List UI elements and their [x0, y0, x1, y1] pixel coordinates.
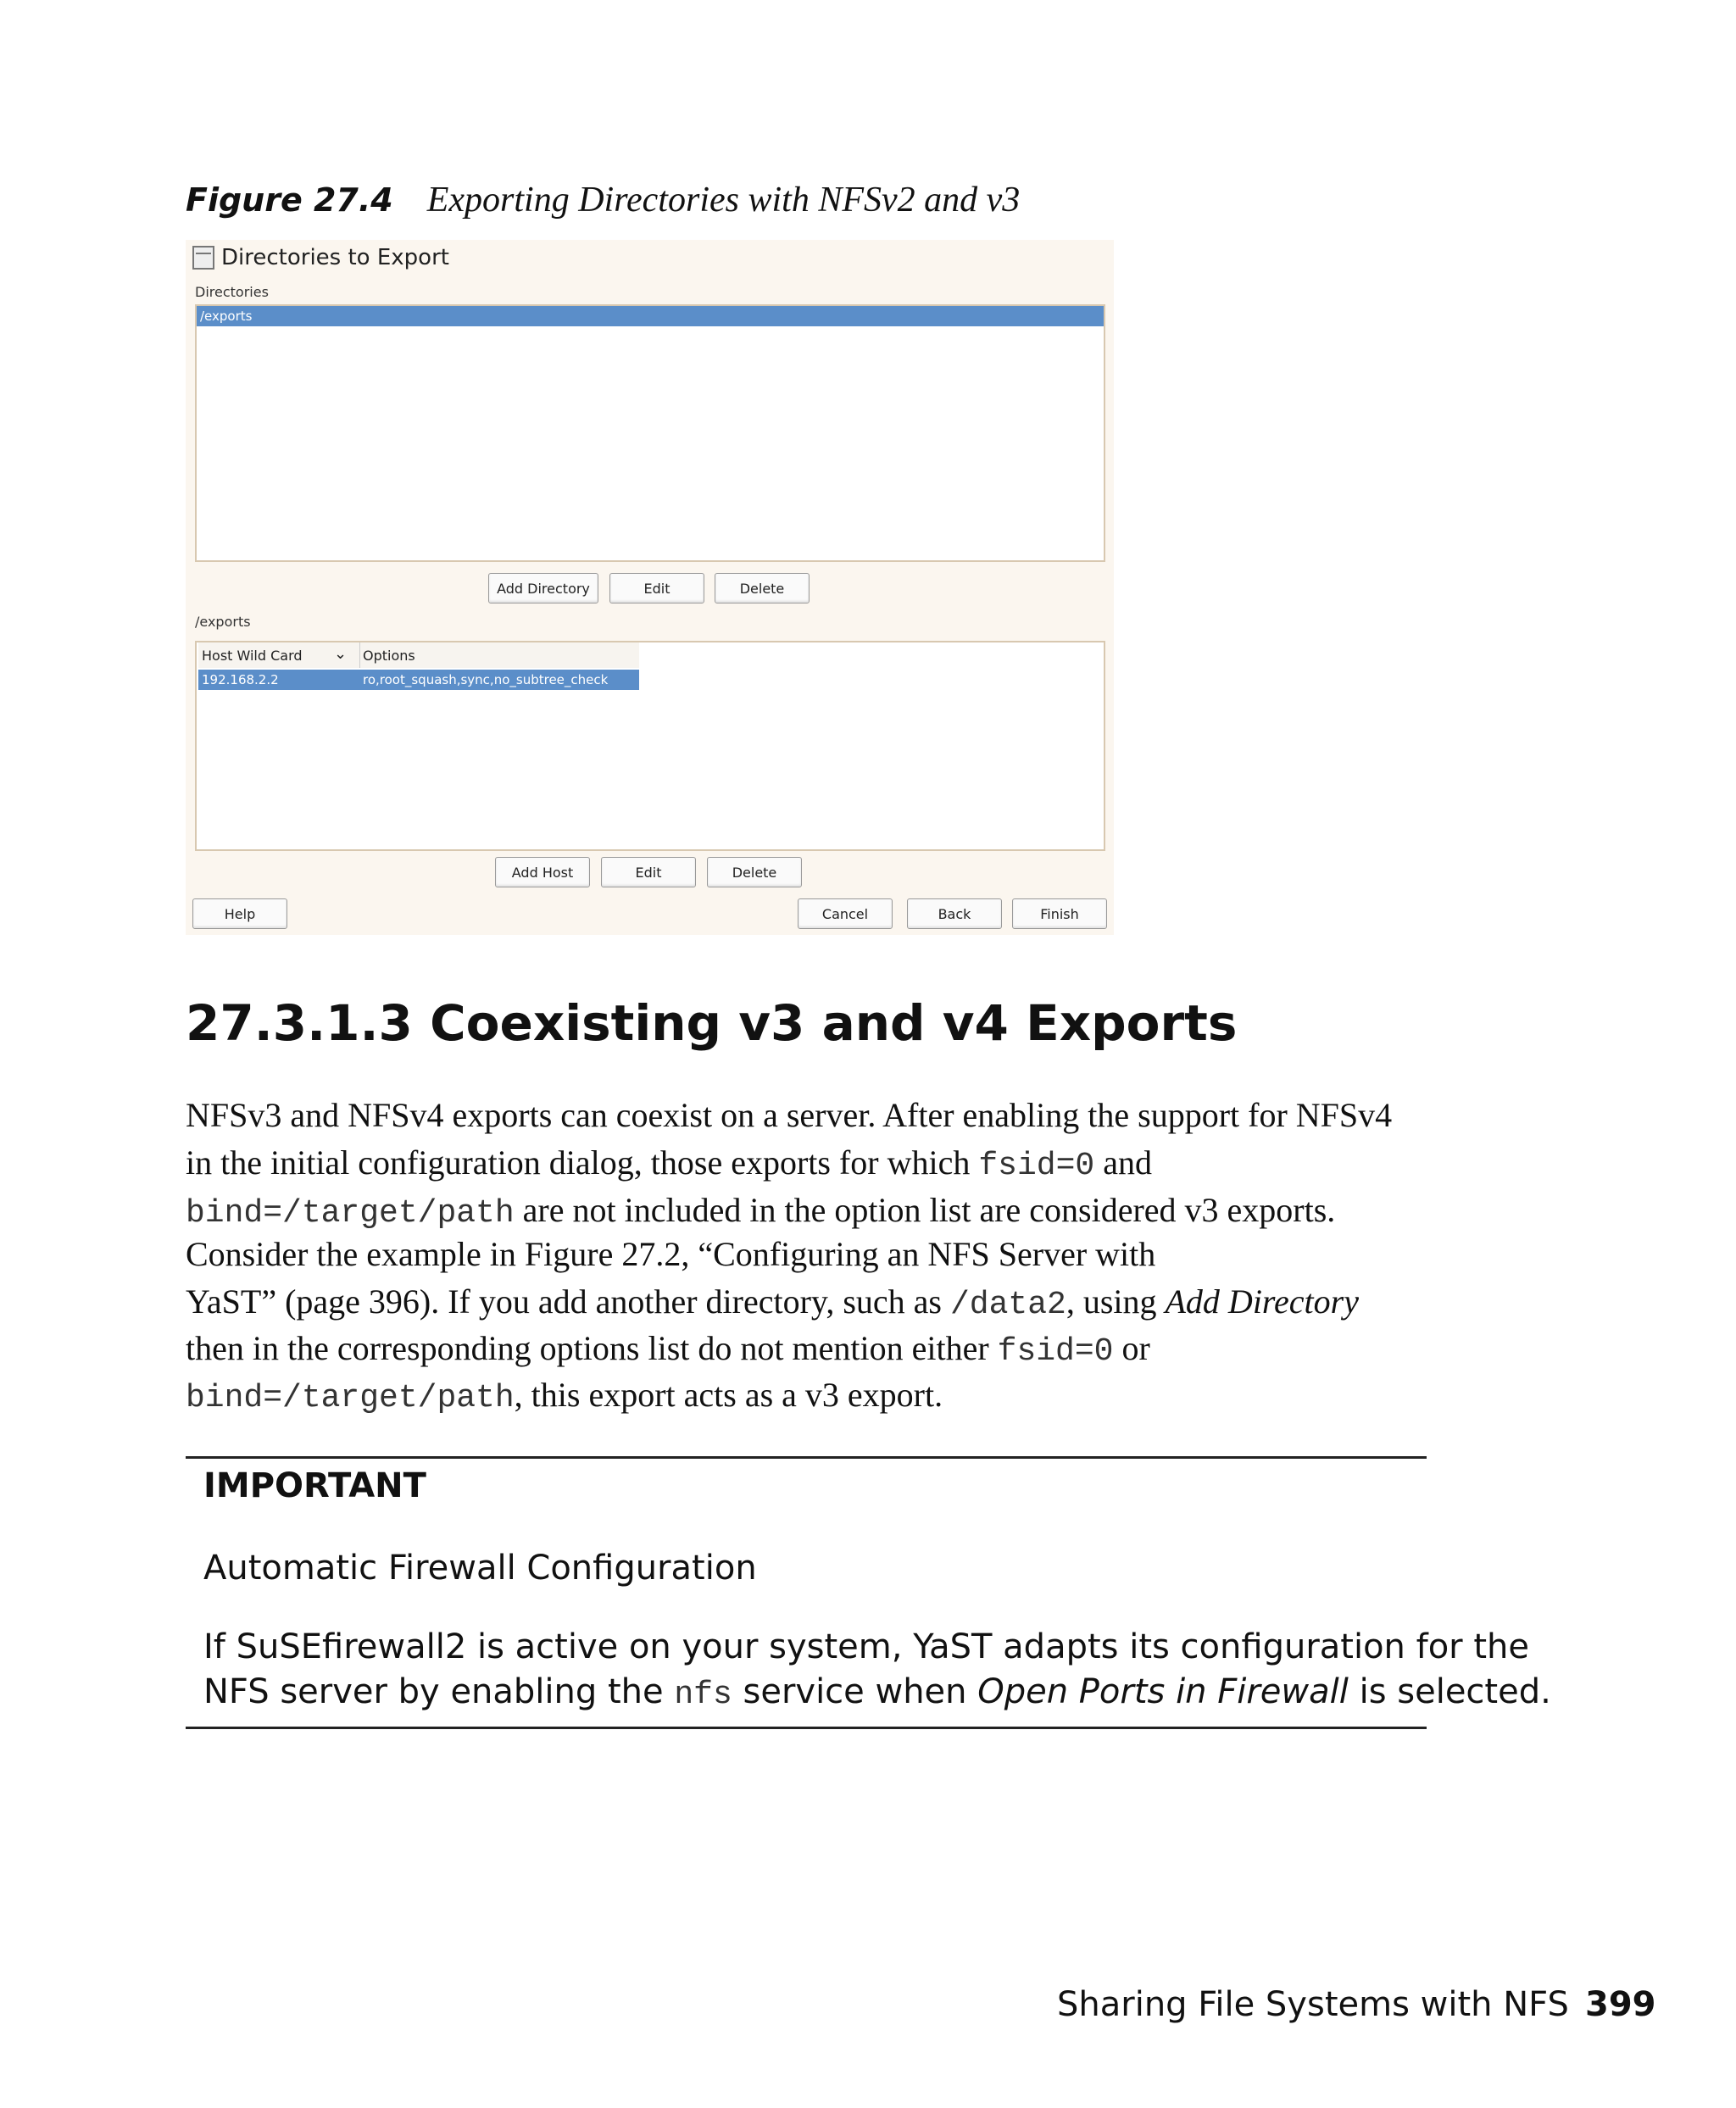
- options-cell: ro,root_squash,sync,no_subtree_check: [363, 672, 609, 687]
- paragraph-line: [186, 1328, 1432, 1370]
- back-button[interactable]: Back: [907, 898, 1002, 929]
- add-directory-button[interactable]: Add Directory: [488, 573, 598, 603]
- edit-host-button[interactable]: Edit: [601, 857, 696, 887]
- figure-title: Exporting Directories with NFSv2 and v3: [426, 181, 1021, 220]
- table-header: [198, 642, 639, 668]
- paragraph-line: [186, 1143, 1432, 1184]
- delete-directory-button[interactable]: Delete: [715, 573, 810, 603]
- text: YaST” (page 396). If you add another directory, such as: [186, 1282, 950, 1321]
- important-heading: IMPORTANT: [203, 1466, 426, 1505]
- important-line: [203, 1672, 1551, 1713]
- code: fsid=0: [997, 1333, 1114, 1370]
- text: or: [1113, 1329, 1150, 1367]
- footer-title: Sharing File Systems with NFS: [1057, 1985, 1569, 2024]
- paragraph-line: NFSv3 and NFSv4 exports can coexist on a server. After enabling the support for NFSv4: [186, 1096, 1393, 1134]
- important-line: If SuSEfirewall2 is active on your system, YaST adapts its configuration for the: [203, 1627, 1529, 1666]
- important-top-rule: [186, 1456, 1427, 1459]
- paragraph-line: [186, 1375, 1432, 1416]
- text: are not included in the option list are considered v3 exports.: [514, 1191, 1336, 1229]
- text: service when: [732, 1672, 978, 1711]
- host-cell: 192.168.2.2: [202, 672, 279, 687]
- directories-label: Directories: [195, 284, 269, 300]
- italic-text: Add Directory: [1165, 1282, 1359, 1321]
- dialog-title-text: Directories to Export: [221, 245, 449, 270]
- paragraph-line: Consider the example in Figure 27.2, “Configuring an NFS Server with: [186, 1235, 1156, 1273]
- hosts-table[interactable]: [195, 641, 1105, 851]
- section-heading: 27.3.1.3 Coexisting v3 and v4 Exports: [186, 994, 1238, 1052]
- figure-caption: [186, 180, 1020, 220]
- edit-directory-button[interactable]: Edit: [609, 573, 704, 603]
- text: in the initial configuration dialog, those exports for which: [186, 1143, 979, 1182]
- code: nfs: [674, 1677, 732, 1713]
- add-host-button[interactable]: Add Host: [495, 857, 590, 887]
- text: then in the corresponding options list do not mention either: [186, 1329, 998, 1367]
- code: /data2: [949, 1287, 1066, 1323]
- text: , using: [1066, 1282, 1166, 1321]
- italic-text: Open Ports in Firewall: [977, 1672, 1349, 1711]
- dialog-screenshot: [186, 240, 1114, 935]
- chevron-down-icon[interactable]: ⌄: [334, 645, 348, 663]
- code: fsid=0: [978, 1148, 1095, 1184]
- finish-button[interactable]: Finish: [1012, 898, 1107, 929]
- selected-directory-label: /exports: [195, 614, 251, 630]
- directories-list[interactable]: [195, 304, 1105, 562]
- text: is selected.: [1348, 1672, 1551, 1711]
- folder-icon: [192, 246, 214, 270]
- dialog-title: [192, 245, 449, 270]
- text: , this export acts as a v3 export.: [514, 1376, 943, 1414]
- column-divider: [359, 642, 360, 668]
- code: bind=/target/path: [186, 1195, 515, 1232]
- help-button[interactable]: Help: [192, 898, 287, 929]
- table-row[interactable]: [198, 670, 639, 690]
- text: NFS server by enabling the: [203, 1672, 675, 1711]
- text: and: [1094, 1143, 1152, 1182]
- important-subtitle: Automatic Firewall Configuration: [203, 1549, 757, 1588]
- code: bind=/target/path: [186, 1380, 515, 1416]
- figure-label: Figure 27.4: [186, 181, 393, 219]
- paragraph-line: [186, 1190, 1432, 1232]
- col-options-header[interactable]: Options: [363, 648, 415, 664]
- col-host-header[interactable]: Host Wild Card: [202, 648, 303, 664]
- paragraph-line: [186, 1282, 1432, 1323]
- important-bottom-rule: [186, 1727, 1427, 1729]
- delete-host-button[interactable]: Delete: [707, 857, 802, 887]
- list-item[interactable]: /exports: [197, 306, 1104, 326]
- cancel-button[interactable]: Cancel: [798, 898, 893, 929]
- page-number: 399: [1585, 1985, 1656, 2024]
